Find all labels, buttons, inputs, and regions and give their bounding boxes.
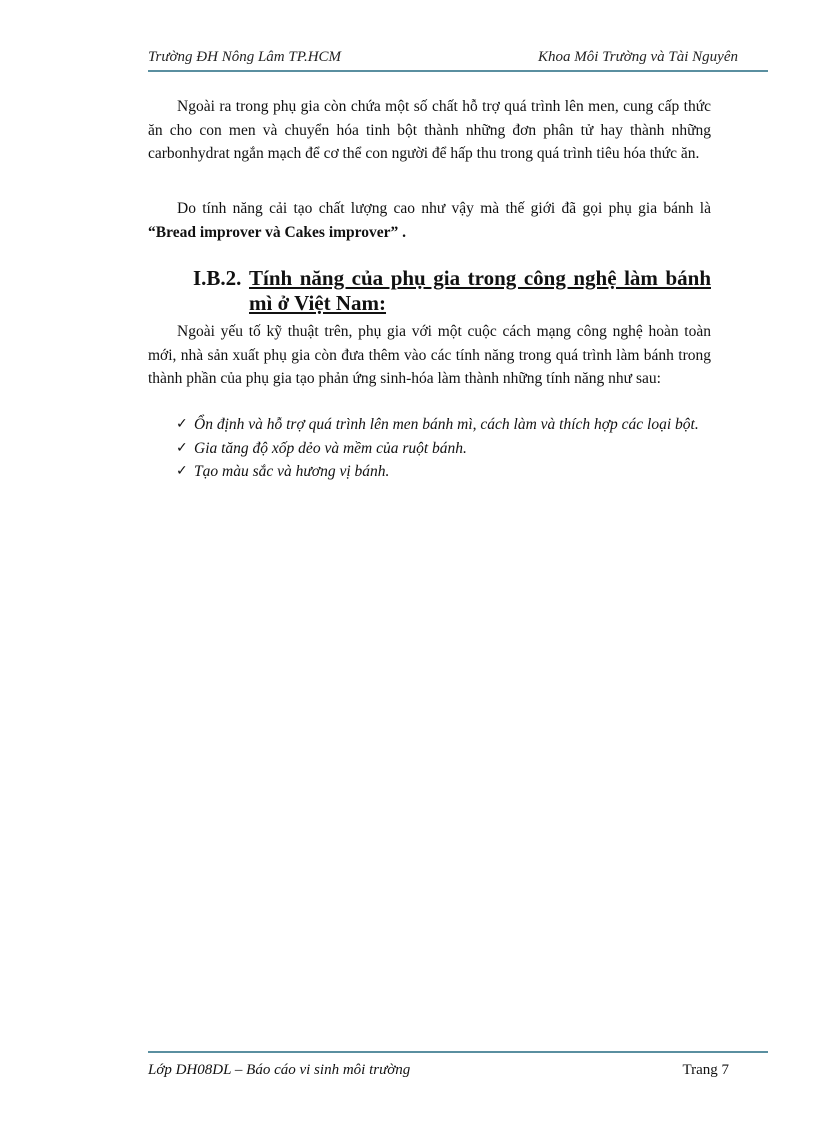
section-number: I.B.2. (193, 266, 242, 290)
paragraph-text: Ngoài ra trong phụ gia còn chứa một số chất hỗ trợ quá trình lên men, cung cấp thức ăn cho con men và chuyển hóa tinh bột thành những đơn phân tử hay thành những carbonhydrat ngắn mạch để cơ thể con người để hấp thu trong quá trình tiêu hóa thức ăn. (148, 98, 711, 163)
list-item (176, 413, 711, 437)
footer-divider (148, 1051, 768, 1053)
paragraph-text: Ngoài yếu tố kỹ thuật trên, phụ gia với một cuộc cách mạng công nghệ hoàn toàn mới, nhà sản xuất phụ gia còn đưa thêm vào các tính năng trong quá trình làm bánh trong thành phần của phụ gia tạo phản ứng sinh-hóa làm thành những tính năng như sau: (148, 323, 711, 388)
page-footer (148, 1060, 729, 1082)
paragraph-plain-text: Do tính năng cải tạo chất lượng cao như vậy mà thế giới đã gọi phụ gia bánh là (177, 200, 711, 217)
checkmark-icon: ✓ (176, 416, 188, 432)
paragraph-additive-fermentation (148, 95, 711, 166)
checkmark-icon: ✓ (176, 439, 188, 456)
paragraph-features-intro (148, 320, 711, 391)
section-title: Tính năng của phụ gia trong công nghệ làm bánh mì ở Việt Nam: (249, 266, 711, 315)
list-item-text: Tạo màu sắc và hương vị bánh. (194, 463, 390, 481)
header-faculty: Khoa Môi Trường và Tài Nguyên (538, 49, 738, 65)
feature-checklist (176, 413, 711, 484)
list-item-text: Ổn định và hỗ trợ quá trình lên men bánh mì, cách làm và thích hợp các loại bột. (194, 416, 699, 433)
list-item (176, 437, 711, 461)
list-item-text: Gia tăng độ xốp dẻo và mềm của ruột bánh. (194, 439, 467, 457)
header-divider (148, 70, 768, 72)
footer-class-report: Lớp DH08DL – Báo cáo vi sinh môi trường (148, 1062, 411, 1078)
page-number: Trang 7 (682, 1062, 729, 1078)
page-header (148, 47, 738, 71)
header-university: Trường ĐH Nông Lâm TP.HCM (148, 49, 342, 65)
paragraph-bread-improver (148, 197, 711, 244)
list-item (176, 460, 711, 484)
paragraph-text (148, 197, 711, 244)
checkmark-icon: ✓ (176, 463, 188, 480)
paragraph-bold-term: “Bread improver và Cakes improver” . (148, 223, 407, 241)
